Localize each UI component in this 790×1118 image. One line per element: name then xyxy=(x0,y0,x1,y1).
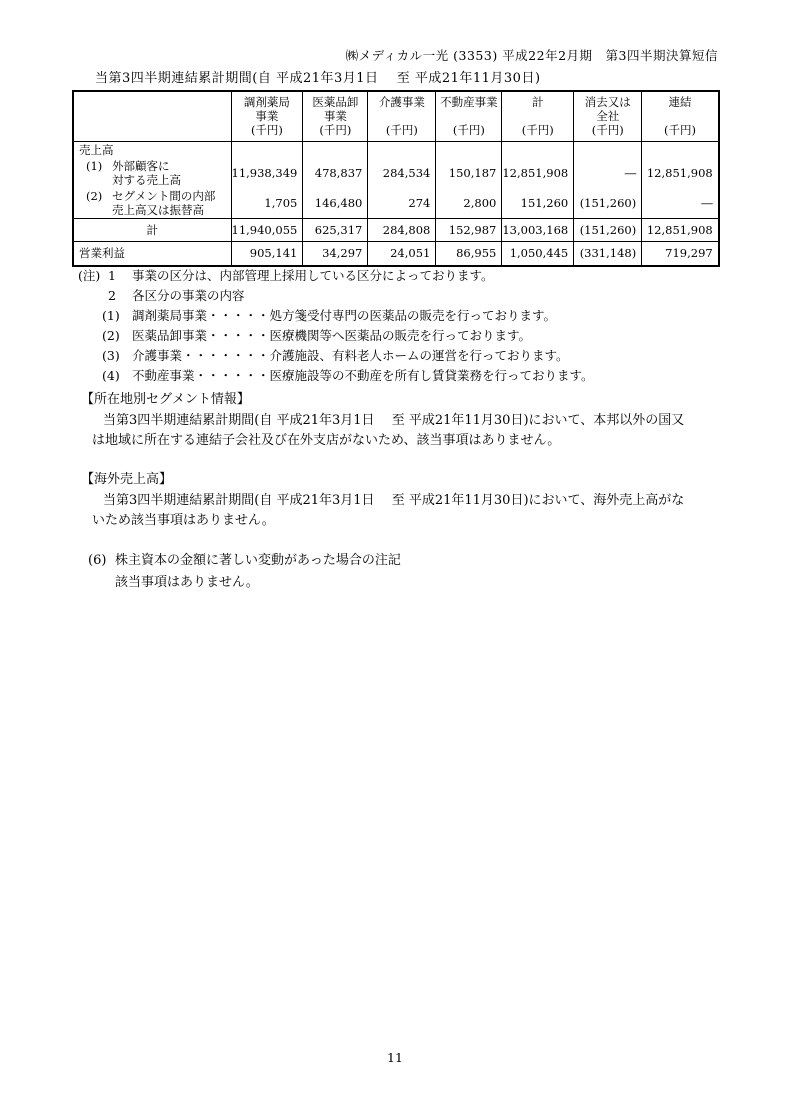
row-label-intersegment-sales xyxy=(73,188,231,218)
table-header-row xyxy=(73,91,719,141)
table-header-pharmacy xyxy=(231,91,303,141)
table-cell xyxy=(642,141,719,158)
note-text: 事業の区分は、内部管理上採用している区分によっております。 xyxy=(132,268,494,283)
table-row-sales-heading xyxy=(73,141,719,158)
section-overseas-sales xyxy=(81,470,684,532)
item-body: 該当事項はありません。 xyxy=(115,574,259,590)
table-cell xyxy=(231,141,303,158)
section-body-line: は地域に所在する連結子会社及び在外支店がないため、該当事項はありません。 xyxy=(92,433,561,448)
table-header-realestate xyxy=(436,91,502,141)
note-item-2 xyxy=(78,286,594,306)
column-label: 介護事業 xyxy=(378,95,425,110)
period-title: 当第3四半期連結累計期間(自 平成21年3月1日 至 平成21年11月30日) xyxy=(95,71,541,86)
note-sub-number: (3) xyxy=(102,348,120,363)
table-header-nursing xyxy=(368,91,436,141)
note-sub-number: (1) xyxy=(102,308,120,323)
column-label: 計 xyxy=(532,95,544,110)
table-cell: ― xyxy=(642,188,719,218)
row-label-external-sales xyxy=(73,158,231,188)
table-cell: 151,260 xyxy=(502,188,574,218)
table-cell: 12,851,908 xyxy=(502,158,574,188)
section-title: 【所在地別セグメント情報】 xyxy=(81,392,250,407)
column-unit: (千円) xyxy=(385,123,418,138)
column-unit: (千円) xyxy=(663,123,696,138)
table-cell: 13,003,168 xyxy=(502,218,574,241)
table-cell: 152,987 xyxy=(436,218,502,241)
table-cell: 86,955 xyxy=(436,241,502,266)
table-cell xyxy=(574,141,642,158)
table-notes xyxy=(78,266,594,386)
row-number: (1) xyxy=(86,159,103,173)
column-label: 消去又は xyxy=(584,95,631,110)
column-label xyxy=(368,109,435,123)
table-cell: 24,051 xyxy=(368,241,436,266)
column-label xyxy=(436,109,501,123)
note-text: 各区分の事業の内容 xyxy=(132,288,245,303)
table-row-operating-income xyxy=(73,241,719,266)
table-cell: 34,297 xyxy=(303,241,368,266)
column-unit: (千円) xyxy=(591,123,624,138)
document-header: ㈱メディカル一光 (3353) 平成22年2月期 第3四半期決算短信 xyxy=(345,48,718,63)
table-cell: 905,141 xyxy=(231,241,303,266)
table-cell xyxy=(303,141,368,158)
note-sub-text: 不動産事業・・・・・・医療施設等の不動産を所有し賃貸業務を行っております。 xyxy=(132,368,594,383)
row-label-total: 計 xyxy=(73,218,231,241)
column-unit: (千円) xyxy=(250,123,283,138)
table-cell: 11,938,349 xyxy=(231,158,303,188)
row-number: (2) xyxy=(86,188,103,203)
note-subitem-1 xyxy=(102,306,594,326)
note-subitem-3 xyxy=(102,346,594,366)
row-label-operating-income: 営業利益 xyxy=(73,241,231,266)
column-label xyxy=(502,109,573,123)
table-cell: (151,260) xyxy=(574,188,642,218)
table-cell xyxy=(368,141,436,158)
note-sub-number: (4) xyxy=(102,368,120,383)
note-number: 1 xyxy=(108,268,116,283)
table-cell: ― xyxy=(574,158,642,188)
table-row-total xyxy=(73,218,719,241)
section-shareholders-equity-note xyxy=(88,550,401,593)
column-label: 事業 xyxy=(255,109,279,124)
table-cell: 12,851,908 xyxy=(642,218,719,241)
table-cell: 11,940,055 xyxy=(231,218,303,241)
column-label: 調剤薬局 xyxy=(243,95,290,110)
table-cell: 625,317 xyxy=(303,218,368,241)
column-unit: (千円) xyxy=(521,123,554,138)
table-header-consolidated xyxy=(642,91,719,141)
column-label: 連結 xyxy=(668,95,692,110)
column-label xyxy=(642,109,718,123)
note-sub-number: (2) xyxy=(102,328,120,343)
table-cell: 284,808 xyxy=(368,218,436,241)
section-title: 【海外売上高】 xyxy=(81,472,173,487)
note-item-1 xyxy=(78,266,594,286)
row-label-line: 外部顧客に xyxy=(112,159,170,173)
note-tag: (注) xyxy=(78,268,101,283)
page-number: 11 xyxy=(387,1050,403,1065)
item-number: (6) xyxy=(88,553,107,568)
table-header-blank xyxy=(73,91,231,141)
row-label-line: セグメント間の内部 xyxy=(112,188,216,203)
note-sub-text: 調剤薬局事業・・・・・処方箋受付専門の医薬品の販売を行っております。 xyxy=(132,308,557,323)
item-title: 株主資本の金額に著しい変動があった場合の注記 xyxy=(115,553,401,568)
row-label-sales: 売上高 xyxy=(73,141,231,158)
note-tag-spacer xyxy=(78,286,108,306)
table-cell: 12,851,908 xyxy=(642,158,719,188)
segment-table xyxy=(72,90,720,267)
column-label: 不動産事業 xyxy=(440,95,498,110)
table-cell: 719,297 xyxy=(642,241,719,266)
column-label: 医薬品卸 xyxy=(312,95,359,110)
table-cell: 1,050,445 xyxy=(502,241,574,266)
section-body-line: 当第3四半期連結累計期間(自 平成21年3月1日 至 平成21年11月30日)において、海外売上高がな xyxy=(103,492,685,508)
row-label-line: 売上高又は振替高 xyxy=(112,202,204,217)
table-cell: 274 xyxy=(368,188,436,218)
note-sub-text: 医薬品卸事業・・・・・医療機関等へ医薬品の販売を行っております。 xyxy=(132,328,532,343)
column-unit: (千円) xyxy=(452,123,485,138)
table-cell: 478,837 xyxy=(303,158,368,188)
row-label-line: 対する売上高 xyxy=(112,173,181,187)
note-sub-text: 介護事業・・・・・・・介護施設、有料老人ホームの運営を行っております。 xyxy=(132,348,569,363)
column-unit: (千円) xyxy=(319,123,352,138)
section-locale-segment-info xyxy=(81,390,684,452)
table-row-intersegment-sales xyxy=(73,188,719,218)
table-row-external-sales xyxy=(73,158,719,188)
table-cell: 2,800 xyxy=(436,188,502,218)
table-header-wholesale xyxy=(303,91,368,141)
column-label: 事業 xyxy=(323,109,347,124)
note-subitem-2 xyxy=(102,326,594,346)
table-header-total xyxy=(502,91,574,141)
section-body-line: 当第3四半期連結累計期間(自 平成21年3月1日 至 平成21年11月30日)において、本邦以外の国又 xyxy=(103,412,685,428)
table-cell xyxy=(502,141,574,158)
note-number: 2 xyxy=(108,288,116,303)
table-cell: 146,480 xyxy=(303,188,368,218)
table-cell: 1,705 xyxy=(231,188,303,218)
table-cell: (331,148) xyxy=(574,241,642,266)
table-cell: (151,260) xyxy=(574,218,642,241)
table-cell xyxy=(436,141,502,158)
table-header-elimination xyxy=(574,91,642,141)
column-label: 全社 xyxy=(596,109,620,124)
section-body-line: いため該当事項はありません。 xyxy=(92,513,275,528)
note-subitem-4 xyxy=(102,366,594,386)
table-cell: 150,187 xyxy=(436,158,502,188)
table-cell: 284,534 xyxy=(368,158,436,188)
